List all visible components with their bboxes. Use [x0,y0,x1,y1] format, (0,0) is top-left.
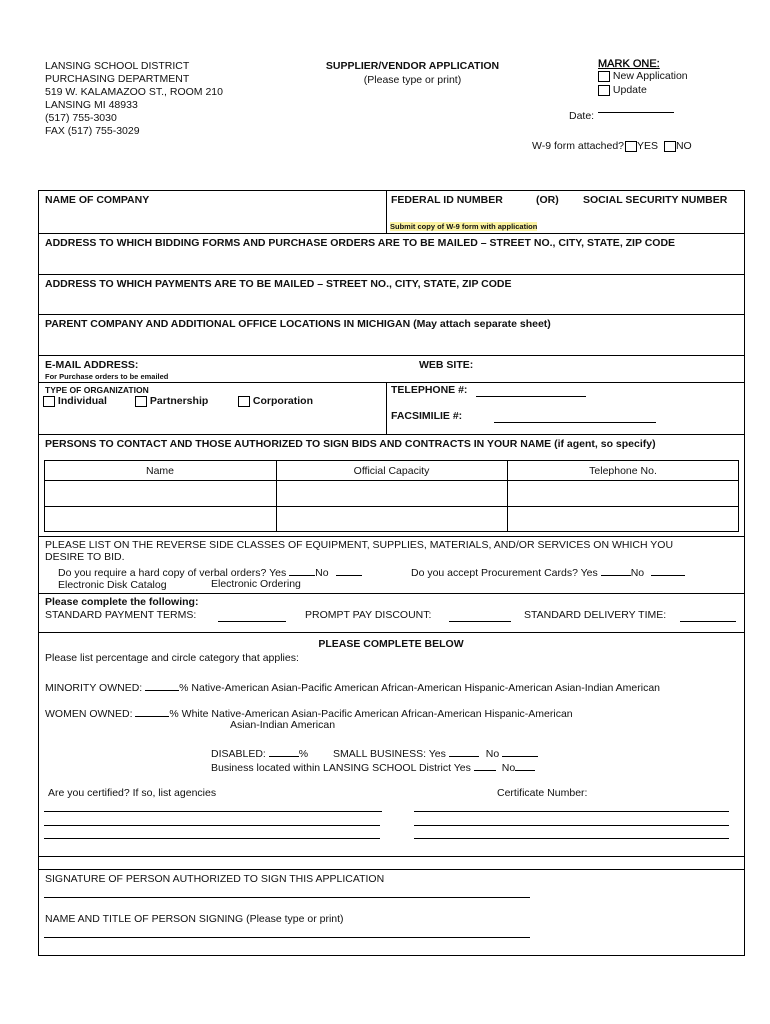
minority-owned-row [45,680,660,694]
ssn-label: SOCIAL SECURITY NUMBER [583,194,728,206]
payment-terms-line[interactable] [218,621,286,622]
col-telephone-header: Telephone No. [589,465,657,477]
women-percent-blank[interactable] [135,706,169,717]
w9-yes-checkbox[interactable] [625,141,637,152]
w9-label: W-9 form attached? [532,140,625,152]
persons-contact-label: PERSONS TO CONTACT AND THOSE AUTHORIZED TO SIGN BIDS AND CONTRACTS IN YOUR NAME (if agent, so specify) [45,438,656,450]
col-name-header: Name [145,465,174,477]
certified-label: Are you certified? If so, list agencies [48,787,217,799]
phone-number: (517) 755-3030 [45,112,117,124]
small-business-yes-blank[interactable] [449,746,479,757]
divider [38,233,744,234]
prompt-pay-line[interactable] [449,621,511,622]
payments-address-label: ADDRESS TO WHICH PAYMENTS ARE TO BE MAILED – STREET NO., CITY, STATE, ZIP CODE [45,278,512,290]
disabled-label: DISABLED: [211,748,266,760]
electronic-disk-label: Electronic Disk Catalog [58,579,167,591]
hard-copy-label: Do you require a hard copy of verbal orders? Yes [58,567,287,579]
agency-line-2[interactable] [44,825,380,826]
divider [44,480,739,481]
divider [38,632,744,633]
women-owned-label: WOMEN OWNED: [45,708,133,720]
partnership-label: Partnership [149,395,209,407]
w9-note: Submit copy of W-9 form with application [390,222,538,231]
agency-line-1[interactable] [44,811,382,812]
telephone-label: TELEPHONE #: [391,384,468,396]
update-option[interactable] [598,84,647,96]
women-owned-row [45,706,573,720]
list-percentage-label: Please list percentage and circle category that applies: [45,652,299,664]
hard-copy-no-blank[interactable] [336,565,362,576]
procurement-yes-blank[interactable] [601,565,631,576]
certificate-line-1[interactable] [414,811,729,812]
procurement-no-label: No [630,567,645,579]
mark-one-label: MARK ONE: [598,58,660,70]
certificate-line-2[interactable] [414,825,729,826]
minority-categories: % Native-American Asian-Pacific American African-American Hispanic-American Asian-Indian American [179,682,661,694]
small-business-label: SMALL BUSINESS: Yes [333,748,446,760]
hard-copy-yes-blank[interactable] [289,565,315,576]
divider [386,382,387,434]
small-business-no-label: No [485,748,500,760]
women-categories-2: Asian-Indian American [230,719,336,731]
update-checkbox[interactable] [598,85,610,96]
complete-following-label: Please complete the following: [45,596,199,608]
certificate-number-label: Certificate Number: [497,787,588,799]
bidding-address-label: ADDRESS TO WHICH BIDDING FORMS AND PURCHASE ORDERS ARE TO BE MAILED – STREET NO., CITY, STATE, ZIP CODE [45,237,676,249]
page-subtitle: (Please type or print) [363,74,462,86]
delivery-time-line[interactable] [680,621,736,622]
business-located-no-label: No [501,762,516,774]
name-title-line[interactable] [44,937,530,938]
street-address: 519 W. KALAMAZOO ST., ROOM 210 [45,86,223,98]
disabled-row [211,746,538,760]
procurement-question [411,565,685,579]
name-title-label: NAME AND TITLE OF PERSON SIGNING (Please type or print) [45,913,344,925]
date-line[interactable] [598,112,674,113]
prompt-pay-label: PROMPT PAY DISCOUNT: [305,609,432,621]
procurement-label: Do you accept Procurement Cards? Yes [411,567,598,579]
update-label: Update [612,84,647,96]
individual-label: Individual [57,395,107,407]
company-name-label: NAME OF COMPANY [45,194,150,206]
divider [38,856,744,857]
divider [38,593,744,594]
corporation-option[interactable] [238,395,313,407]
complete-following-text: Please complete the following [45,596,195,608]
complete-below-heading: PLEASE COMPLETE BELOW [318,638,464,650]
corporation-checkbox[interactable] [238,396,250,407]
women-categories: % White Native-American Asian-Pacific American African-American Hispanic-American [169,708,573,720]
district-address-block [45,60,223,138]
disabled-pct: % [298,748,309,760]
list-classes-line2: DESIRE TO BID. [45,551,125,563]
partnership-checkbox[interactable] [135,396,147,407]
org-type-label: TYPE OF ORGANIZATION [45,385,149,395]
hard-copy-question [58,565,362,579]
electronic-ordering-label: Electronic Ordering [211,578,301,590]
hard-copy-no-label: No [315,567,329,579]
delivery-time-label: STANDARD DELIVERY TIME: [524,609,667,621]
divider [44,506,739,507]
email-note: For Purchase orders to be emailed [45,372,169,381]
divider [386,382,744,383]
or-label: (OR) [536,194,559,206]
email-label: E-MAIL ADDRESS: [45,359,139,371]
col-capacity-header: Official Capacity [353,465,430,477]
business-located-row [211,760,535,774]
signature-line[interactable] [44,897,530,898]
new-application-checkbox[interactable] [598,71,610,82]
minority-owned-label: MINORITY OWNED: [45,682,143,694]
divider [38,314,744,315]
w9-no-label: NO [675,140,692,152]
divider [38,434,744,435]
individual-option[interactable] [43,395,107,407]
page-title: SUPPLIER/VENDOR APPLICATION [325,60,500,72]
city-state-zip: LANSING MI 48933 [45,99,138,111]
agency-line-3[interactable] [44,838,380,839]
procurement-no-blank[interactable] [651,565,685,576]
new-application-option[interactable] [598,70,688,82]
parent-company-label: PARENT COMPANY AND ADDITIONAL OFFICE LOCATIONS IN MICHIGAN (May attach separate sheet) [45,318,551,330]
federal-id-label: FEDERAL ID NUMBER [391,194,503,206]
telephone-line[interactable] [476,396,586,397]
district-name: LANSING SCHOOL DISTRICT [45,60,190,72]
minority-percent-blank[interactable] [145,680,179,691]
business-located-yes-blank[interactable] [474,760,496,771]
business-located-label: Business located within LANSING SCHOOL District Yes [211,762,471,774]
facsimile-line[interactable] [494,422,656,423]
divider [38,355,744,356]
small-business-no-blank[interactable] [502,746,538,757]
payment-terms-label: STANDARD PAYMENT TERMS: [45,609,197,621]
w9-no-checkbox[interactable] [664,141,676,152]
department-name: PURCHASING DEPARTMENT [45,73,190,85]
certificate-line-3[interactable] [414,838,729,839]
divider [386,190,387,233]
divider [38,382,386,383]
list-classes-line1: PLEASE LIST ON THE REVERSE SIDE CLASSES OF EQUIPMENT, SUPPLIES, MATERIALS, AND/OR SERVICES ON WHICH YOU [45,539,674,551]
signature-label: SIGNATURE OF PERSON AUTHORIZED TO SIGN THIS APPLICATION [45,873,385,885]
date-label: Date: [569,110,595,122]
business-located-no-blank[interactable] [515,760,535,771]
corporation-label: Corporation [252,395,313,407]
w9-yes-label: YES [637,140,659,152]
new-application-label: New Application [612,70,688,82]
divider [38,274,744,275]
individual-checkbox[interactable] [43,396,55,407]
disabled-percent-blank[interactable] [269,746,299,757]
w9-question [532,140,692,152]
partnership-option[interactable] [135,395,208,407]
website-label: WEB SITE: [419,359,474,371]
fax-number: FAX (517) 755-3029 [45,125,140,137]
facsimile-label: FACSIMILIE #: [391,410,463,422]
divider [38,536,744,537]
divider [38,869,744,870]
